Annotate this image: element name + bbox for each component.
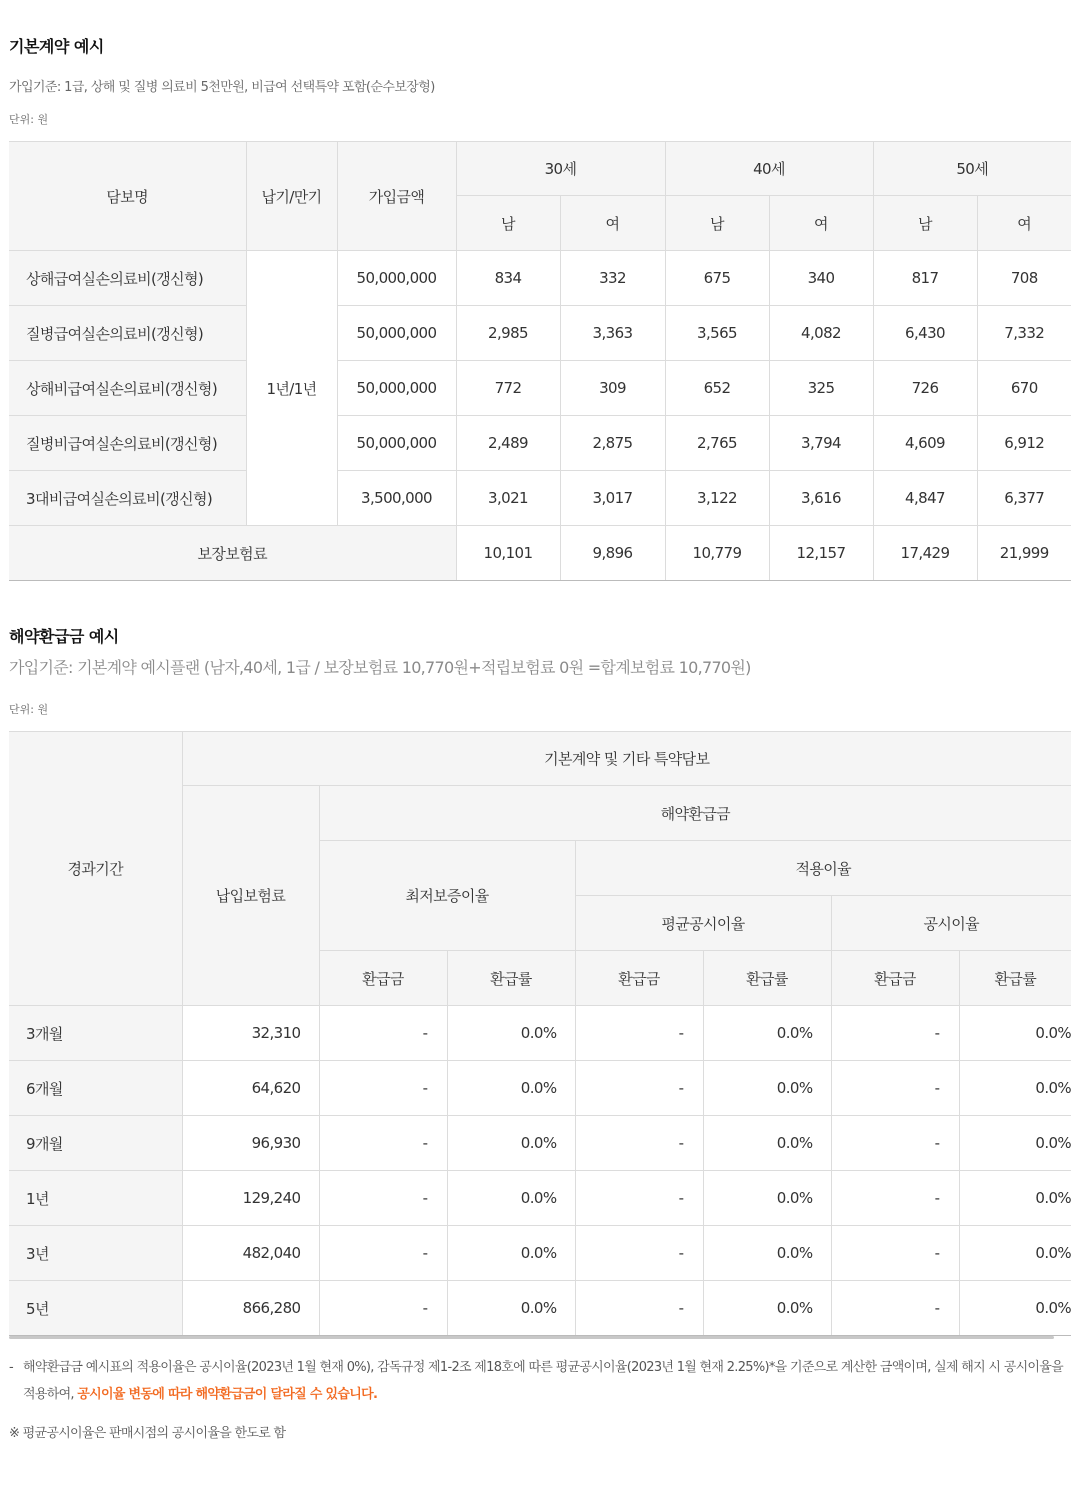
- header-refund-ratio: 환급률: [447, 951, 575, 1006]
- refund-ratio-cell: 0.0%: [703, 1226, 831, 1281]
- premium-cell: 3,794: [769, 416, 873, 471]
- total-cell: 12,157: [769, 526, 873, 581]
- refund-amount-cell: -: [319, 1171, 447, 1226]
- header-period: 경과기간: [9, 732, 182, 1006]
- header-male: 남: [665, 196, 769, 251]
- table-row: [9, 361, 1071, 416]
- premium-cell: 726: [873, 361, 977, 416]
- premium-cell: 3,122: [665, 471, 769, 526]
- header-avg-rate: 평균공시이율: [575, 896, 831, 951]
- section-title-basic-contract: 기본계약 예시: [9, 37, 104, 56]
- table-row: [9, 416, 1071, 471]
- table-row: [9, 1061, 1071, 1116]
- refund-amount-cell: -: [831, 1006, 959, 1061]
- refund-ratio-cell: 0.0%: [447, 1006, 575, 1061]
- section-title-refund: 해약환급금 예시: [9, 627, 119, 646]
- total-cell: 10,101: [456, 526, 560, 581]
- header-female: 여: [977, 196, 1071, 251]
- premium-cell: 309: [560, 361, 665, 416]
- refund-ratio-cell: 0.0%: [959, 1226, 1071, 1281]
- paid-cell: 482,040: [182, 1226, 319, 1281]
- refund-amount-cell: -: [575, 1281, 703, 1336]
- footnote-highlight: 공시이율 변동에 따라 해약환급금이 달라질 수 있습니다.: [77, 1387, 378, 1402]
- header-female: 여: [769, 196, 873, 251]
- table-row: [9, 1006, 1071, 1061]
- refund-ratio-cell: 0.0%: [959, 1006, 1071, 1061]
- header-applied-rate: 적용이율: [575, 841, 1071, 896]
- coverage-name: 상해비급여실손의료비(갱신형): [9, 361, 246, 416]
- refund-ratio-cell: 0.0%: [447, 1281, 575, 1336]
- premium-cell: 3,017: [560, 471, 665, 526]
- premium-cell: 4,609: [873, 416, 977, 471]
- paid-cell: 32,310: [182, 1006, 319, 1061]
- premium-cell: 332: [560, 251, 665, 306]
- refund-amount-cell: -: [831, 1226, 959, 1281]
- coverage-name: 상해급여실손의료비(갱신형): [9, 251, 246, 306]
- total-cell: 9,896: [560, 526, 665, 581]
- footnote-average-rate: ※ 평균공시이율은 판매시점의 공시이율을 한도로 함: [9, 1426, 286, 1441]
- refund-amount-cell: -: [575, 1061, 703, 1116]
- table-row: [9, 1116, 1071, 1171]
- premium-cell: 6,377: [977, 471, 1071, 526]
- refund-ratio-cell: 0.0%: [703, 1006, 831, 1061]
- table-row: [9, 1281, 1071, 1336]
- paid-cell: 866,280: [182, 1281, 319, 1336]
- premium-cell: 2,489: [456, 416, 560, 471]
- period-cell: 6개월: [9, 1061, 182, 1116]
- header-age-40: 40세: [665, 142, 873, 196]
- premium-cell: 340: [769, 251, 873, 306]
- refund-amount-cell: -: [831, 1116, 959, 1171]
- table-row-total: [9, 526, 1071, 581]
- header-refund-amount: 환급금: [575, 951, 703, 1006]
- refund-ratio-cell: 0.0%: [447, 1171, 575, 1226]
- premium-cell: 6,912: [977, 416, 1071, 471]
- table-row: [9, 1171, 1071, 1226]
- premium-cell: 670: [977, 361, 1071, 416]
- period-cell: 5년: [9, 1281, 182, 1336]
- header-refund-amount: 환급금: [831, 951, 959, 1006]
- paid-cell: 96,930: [182, 1116, 319, 1171]
- premium-cell: 3,616: [769, 471, 873, 526]
- premium-cell: 652: [665, 361, 769, 416]
- header-coverage: 담보명: [9, 142, 246, 251]
- period-cell: 9개월: [9, 1116, 182, 1171]
- footnote-bullet: -: [9, 1360, 13, 1375]
- coverage-name: 질병비급여실손의료비(갱신형): [9, 416, 246, 471]
- refund-footnote: [9, 1354, 1071, 1408]
- premium-cell: 6,430: [873, 306, 977, 361]
- total-cell: 10,779: [665, 526, 769, 581]
- refund-ratio-cell: 0.0%: [447, 1226, 575, 1281]
- refund-ratio-cell: 0.0%: [959, 1171, 1071, 1226]
- refund-amount-cell: -: [319, 1281, 447, 1336]
- coverage-amount: 50,000,000: [337, 251, 456, 306]
- horizontal-scrollbar[interactable]: [9, 1336, 1054, 1339]
- header-term: 납기/만기: [246, 142, 337, 251]
- footnote-text: 해약환급금 예시표의 적용이율은 공시이율(2023년 1월 현재 0%), 감독규정 제1-2조 제18호에 따른 평균공시이율(2023년 1월 현재 2.25%)*을 기준으로 계산한 금액이며, 실제 해지 시 공시이율을 적용하여,: [23, 1360, 1064, 1402]
- premium-cell: 675: [665, 251, 769, 306]
- coverage-amount: 50,000,000: [337, 416, 456, 471]
- header-refund-amount: 환급금: [319, 951, 447, 1006]
- total-label: 보장보험료: [9, 526, 456, 581]
- refund-ratio-cell: 0.0%: [703, 1281, 831, 1336]
- period-cell: 1년: [9, 1171, 182, 1226]
- premium-cell: 2,985: [456, 306, 560, 361]
- header-refund-ratio: 환급률: [959, 951, 1071, 1006]
- coverage-amount: 3,500,000: [337, 471, 456, 526]
- basic-contract-unit: 단위: 원: [9, 113, 49, 126]
- header-amount: 가입금액: [337, 142, 456, 251]
- refund-amount-cell: -: [575, 1006, 703, 1061]
- premium-cell: 7,332: [977, 306, 1071, 361]
- premium-cell: 4,847: [873, 471, 977, 526]
- table-row: [9, 251, 1071, 306]
- premium-cell: 3,565: [665, 306, 769, 361]
- header-paid: 납입보험료: [182, 786, 319, 1006]
- coverage-name: 3대비급여실손의료비(갱신형): [9, 471, 246, 526]
- basic-contract-criteria: 가입기준: 1급, 상해 및 질병 의료비 5천만원, 비급여 선택특약 포함(순수보장형): [9, 80, 435, 95]
- header-male: 남: [456, 196, 560, 251]
- paid-cell: 64,620: [182, 1061, 319, 1116]
- refund-unit: 단위: 원: [9, 703, 49, 716]
- premium-cell: 2,875: [560, 416, 665, 471]
- refund-amount-cell: -: [831, 1061, 959, 1116]
- period-cell: 3년: [9, 1226, 182, 1281]
- premium-cell: 834: [456, 251, 560, 306]
- refund-amount-cell: -: [319, 1061, 447, 1116]
- coverage-amount: 50,000,000: [337, 361, 456, 416]
- table-row: [9, 471, 1071, 526]
- premium-cell: 2,765: [665, 416, 769, 471]
- header-female: 여: [560, 196, 665, 251]
- refund-amount-cell: -: [319, 1116, 447, 1171]
- coverage-amount: 50,000,000: [337, 306, 456, 361]
- table-row: [9, 306, 1071, 361]
- refund-ratio-cell: 0.0%: [703, 1116, 831, 1171]
- basic-contract-table: [9, 141, 1071, 581]
- refund-amount-cell: -: [575, 1171, 703, 1226]
- term-value: 1년/1년: [246, 251, 337, 526]
- refund-amount-cell: -: [575, 1226, 703, 1281]
- refund-amount-cell: -: [831, 1171, 959, 1226]
- refund-ratio-cell: 0.0%: [959, 1281, 1071, 1336]
- refund-ratio-cell: 0.0%: [703, 1171, 831, 1226]
- header-refund: 해약환급금: [319, 786, 1071, 841]
- table-row: [9, 1226, 1071, 1281]
- header-min-rate: 최저보증이율: [319, 841, 575, 951]
- header-age-50: 50세: [873, 142, 1071, 196]
- refund-ratio-cell: 0.0%: [959, 1116, 1071, 1171]
- refund-amount-cell: -: [575, 1116, 703, 1171]
- refund-ratio-cell: 0.0%: [959, 1061, 1071, 1116]
- header-male: 남: [873, 196, 977, 251]
- premium-cell: 3,363: [560, 306, 665, 361]
- coverage-name: 질병급여실손의료비(갱신형): [9, 306, 246, 361]
- refund-amount-cell: -: [319, 1226, 447, 1281]
- refund-ratio-cell: 0.0%: [703, 1061, 831, 1116]
- total-cell: 17,429: [873, 526, 977, 581]
- header-age-30: 30세: [456, 142, 665, 196]
- refund-amount-cell: -: [319, 1006, 447, 1061]
- header-group: 기본계약 및 기타 특약담보: [182, 732, 1071, 786]
- total-cell: 21,999: [977, 526, 1071, 581]
- premium-cell: 325: [769, 361, 873, 416]
- refund-table: [9, 731, 1071, 1336]
- premium-cell: 708: [977, 251, 1071, 306]
- period-cell: 3개월: [9, 1006, 182, 1061]
- refund-ratio-cell: 0.0%: [447, 1116, 575, 1171]
- premium-cell: 3,021: [456, 471, 560, 526]
- premium-cell: 817: [873, 251, 977, 306]
- header-refund-ratio: 환급률: [703, 951, 831, 1006]
- paid-cell: 129,240: [182, 1171, 319, 1226]
- refund-amount-cell: -: [831, 1281, 959, 1336]
- header-pub-rate: 공시이율: [831, 896, 1071, 951]
- premium-cell: 4,082: [769, 306, 873, 361]
- refund-ratio-cell: 0.0%: [447, 1061, 575, 1116]
- refund-criteria: 가입기준: 기본계약 예시플랜 (남자,40세, 1급 / 보장보험료 10,770원+적립보험료 0원 =합계보험료 10,770원): [9, 658, 751, 677]
- premium-cell: 772: [456, 361, 560, 416]
